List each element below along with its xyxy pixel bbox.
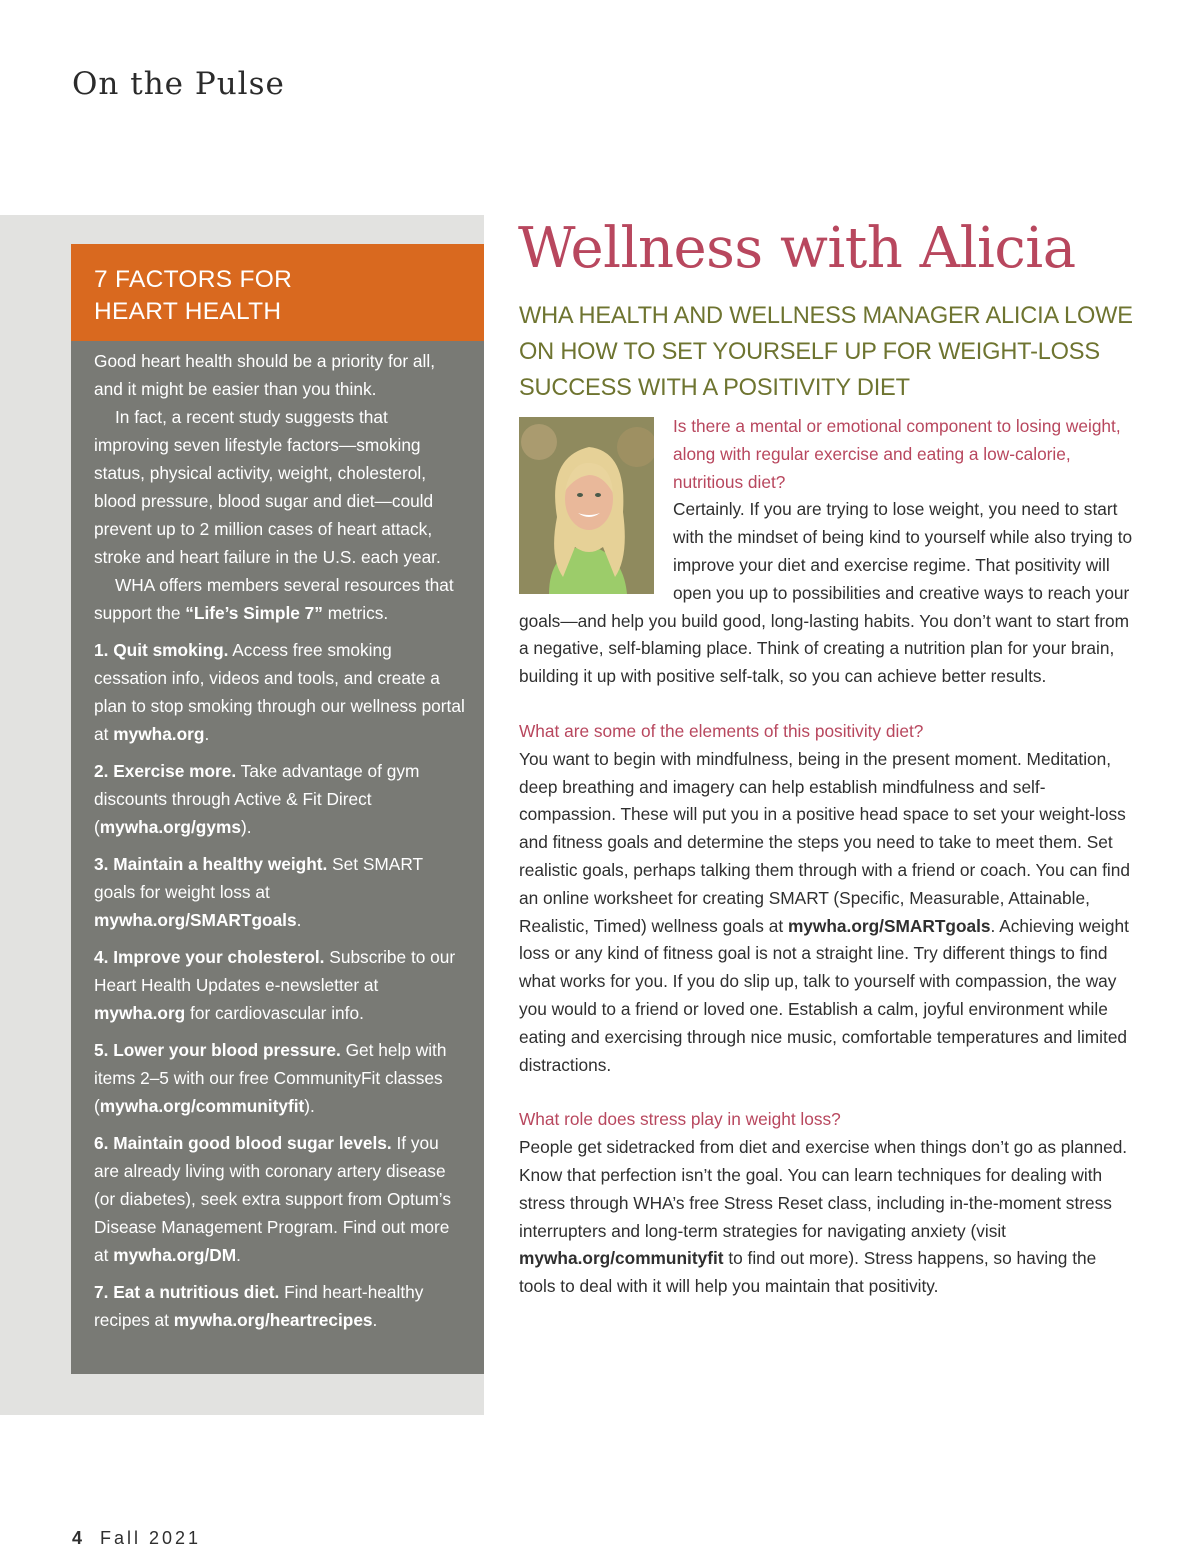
sidebar-title xyxy=(94,264,462,328)
alicia-portrait-photo xyxy=(519,417,654,594)
factor-tail: ). xyxy=(240,817,252,837)
factor-tail: . xyxy=(296,910,302,930)
factor-item xyxy=(94,636,466,748)
factor-text: Get help with items 2–5 with our free CommunityFit classes ( xyxy=(94,1040,447,1116)
factor-tail: . xyxy=(236,1245,241,1265)
factor-tail: . xyxy=(372,1310,378,1330)
factor-text: Set SMART goals for weight loss at xyxy=(94,854,423,902)
factor-text: Access free smoking cessation info, videos and tools, and create a plan to stop smoking through our wellness portal at xyxy=(94,640,465,744)
question-3: What role does stress play in weight loss? xyxy=(519,1109,841,1130)
factor-link[interactable]: mywha.org/gyms xyxy=(99,817,241,837)
factor-item xyxy=(94,1129,466,1269)
factor-link[interactable]: mywha.org/SMARTgoals xyxy=(94,910,297,930)
factor-link[interactable]: mywha.org xyxy=(113,724,205,744)
factor-heading: 1. Quit smoking. xyxy=(94,640,229,660)
factor-heading: 3. Maintain a healthy weight. xyxy=(94,854,328,874)
communityfit-link[interactable]: mywha.org/communityfit xyxy=(519,1248,724,1269)
factor-link[interactable]: mywha.org/communityfit xyxy=(99,1096,305,1116)
page-number: 4 xyxy=(72,1528,83,1548)
answer-3 xyxy=(519,1134,1134,1301)
factor-item xyxy=(94,850,466,934)
factor-link[interactable]: mywha.org xyxy=(94,1003,186,1023)
sidebar-header xyxy=(71,244,484,341)
section-label: On the Pulse xyxy=(72,66,285,102)
answer-3-text: People get sidetracked from diet and exercise when things don’t go as planned. Know that perfection isn’t the goal. You can learn techniques for dealing with stress through WHA’s free Stress Reset class, including in-the-moment stress interrupters and long-term strategies for navigating anxiety (visit xyxy=(519,1137,1128,1241)
sidebar-intro: Good heart health should be a priority for all, and it might be easier than you think. xyxy=(94,351,436,399)
factor-heading: 7. Eat a nutritious diet. xyxy=(94,1282,280,1302)
answer-2-tail: . Achieving weight loss or any kind of fitness goal is not a straight line. Try different things to find what works for you. If you do slip up, talk to yourself with compassion, the way you would to a friend or loved one. Establish a calm, joyful environment while eating and exercising through nice music, comfortable temperatures and limited distractions. xyxy=(519,915,1129,1075)
portrait-illustration xyxy=(519,417,654,594)
answer-2-text: You want to begin with mindfulness, being in the present moment. Meditation, deep breathing and imagery can help establish mindfulness and self-compassion. These will put you in a positive head space to set your weight-loss and fitness goals and determine the steps you need to take to meet them. Set realistic goals, perhaps talking them through with a friend or coach. You can find an online worksheet for creating SMART (Specific, Measurable, Attainable, Realistic, Timed) wellness goals at xyxy=(519,748,1130,936)
question-2: What are some of the elements of this positivity diet? xyxy=(519,720,924,741)
factor-text: If you are already living with coronary artery disease (or diabetes), seek extra support from Optum’s Disease Management Program. Find out more at xyxy=(94,1133,451,1265)
factor-item xyxy=(94,943,466,1027)
factor-link[interactable]: mywha.org/heartrecipes xyxy=(173,1310,373,1330)
answer-3-tail: to find out more). Stress happens, so having the tools to deal with it will help you maintain that positivity. xyxy=(519,1248,1097,1297)
factor-text: Find heart-healthy recipes at xyxy=(94,1282,424,1330)
factor-heading: 6. Maintain good blood sugar levels. xyxy=(94,1133,392,1153)
factor-item xyxy=(94,1278,466,1334)
factor-link[interactable]: mywha.org/DM xyxy=(113,1245,237,1265)
factor-heading: 5. Lower your blood pressure. xyxy=(94,1040,341,1060)
factor-text: Take advantage of gym discounts through Active & Fit Direct ( xyxy=(94,761,420,837)
question-1: Is there a mental or emotional component to losing weight, along with regular exercise and eating a low-calorie, nutritious diet? xyxy=(673,416,1121,492)
factor-item xyxy=(94,757,466,841)
resources-tail: metrics. xyxy=(322,603,389,623)
simple7-label: “Life’s Simple 7” xyxy=(185,603,323,623)
article-body xyxy=(519,413,1134,1301)
heart-health-sidebar xyxy=(71,244,484,1374)
sidebar-body xyxy=(71,341,484,1334)
factor-item xyxy=(94,1036,466,1120)
article-title: Wellness with Alicia xyxy=(518,216,1076,281)
sidebar-title-line1: 7 FACTORS FOR xyxy=(94,266,293,293)
page-footer xyxy=(72,1528,201,1549)
resources-text: WHA offers members several resources that support the xyxy=(94,575,454,623)
factor-tail: . xyxy=(204,724,210,744)
smartgoals-link[interactable]: mywha.org/SMARTgoals xyxy=(787,915,991,936)
issue-label: Fall 2021 xyxy=(100,1528,202,1548)
factor-text: Subscribe to our Heart Health Updates e-newsletter at xyxy=(94,947,456,995)
sidebar-resources xyxy=(94,571,466,627)
factor-tail: for cardiovascular info. xyxy=(185,1003,364,1023)
sidebar-title-line2: HEART HEALTH xyxy=(94,298,282,325)
article-deck: WHA HEALTH AND WELLNESS MANAGER ALICIA LOWE ON HOW TO SET YOURSELF UP FOR WEIGHT-LOSS SUCCESS WITH A POSITIVITY DIET xyxy=(519,303,1133,401)
factor-tail: ). xyxy=(304,1096,315,1116)
answer-1: Certainly. If you are trying to lose weight, you need to start with the mindset of being kind to yourself while also trying to improve your diet and exercise regime. That positivity will open you up to possibilities and creative ways to reach your goals—and help you build good, long-lasting habits. You don’t want to start from a negative, self-blaming place. Think of creating a nutrition plan for your brain, building it up with positive self-talk, so you can achieve better results. xyxy=(519,499,1133,687)
sidebar-study: In fact, a recent study suggests that improving seven lifestyle factors—smoking status, physical activity, weight, cholesterol, blood pressure, blood sugar and diet—could prevent up to 2 million cases of heart attack, stroke and heart failure in the U.S. each year. xyxy=(94,407,441,567)
factor-heading: 4. Improve your cholesterol. xyxy=(94,947,325,967)
answer-2 xyxy=(519,746,1134,1080)
factor-heading: 2. Exercise more. xyxy=(94,761,237,781)
